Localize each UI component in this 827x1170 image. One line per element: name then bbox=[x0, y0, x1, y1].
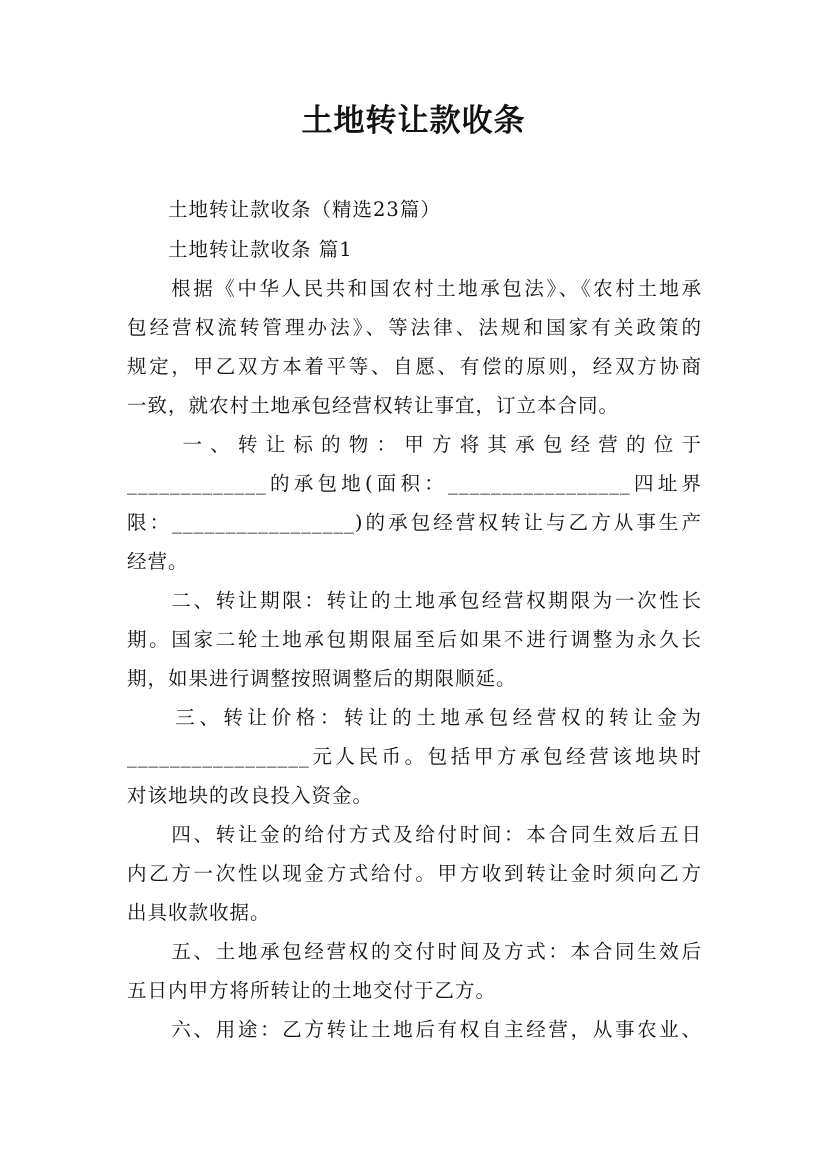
section-heading bbox=[127, 236, 702, 264]
paragraph-line: 期。国家二轮土地承包期限届至后如果不进行调整为永久长 bbox=[127, 628, 702, 651]
paragraph-line: 一致，就农村土地承包经营权转让事宜，订立本合同。 bbox=[127, 394, 620, 417]
paragraph-line: 对该地块的改良投入资金。 bbox=[127, 784, 374, 807]
section-heading-text: 土地转让款收条 篇1 bbox=[168, 238, 353, 261]
paragraph-line: 包经营权流转管理办法》、等法律、法规和国家有关政策的 bbox=[127, 316, 702, 339]
paragraph-line: 五、土地承包经营权的交付时间及方式：本合同生效后 bbox=[127, 940, 702, 963]
paragraph-line: _________________元人民币。包括甲方承包经营该地块时 bbox=[127, 745, 702, 768]
paragraph-line: 限：_________________)的承包经营权转让与乙方从事生产 bbox=[127, 511, 702, 534]
paragraph-line: 经营。 bbox=[127, 550, 189, 573]
document-title: 土地转让款收条 bbox=[301, 103, 526, 139]
document-subtitle bbox=[127, 196, 702, 224]
document-subtitle-text: 土地转让款收条（精选23篇） bbox=[168, 198, 441, 221]
paragraph-line: 二、转让期限：转让的土地承包经营权期限为一次性长 bbox=[127, 589, 702, 612]
paragraph-line: 三、转让价格：转让的土地承包经营权的转让金为 bbox=[127, 706, 702, 729]
paragraph-line: 五日内甲方将所转让的土地交付于乙方。 bbox=[127, 979, 497, 1002]
paragraph-line: 内乙方一次性以现金方式给付。甲方收到转让金时须向乙方 bbox=[127, 862, 702, 885]
paragraph-line: 根据《中华人民共和国农村土地承包法》、《农村土地承 bbox=[127, 277, 702, 300]
paragraph-line: 四、转让金的给付方式及给付时间：本合同生效后五日 bbox=[127, 823, 702, 846]
paragraph-line: 出具收款收据。 bbox=[127, 901, 271, 924]
paragraph-line: 规定，甲乙双方本着平等、自愿、有偿的原则，经双方协商 bbox=[127, 355, 702, 378]
paragraph-line: 一、转让标的物：甲方将其承包经营的位于 bbox=[127, 433, 702, 456]
paragraph-line: _____________的承包地(面积：_________________四址界 bbox=[127, 472, 702, 495]
paragraph-line: 六、用途：乙方转让土地后有权自主经营，从事农业、 bbox=[127, 1018, 702, 1041]
paragraph-line: 期，如果进行调整按照调整后的期限顺延。 bbox=[127, 667, 517, 690]
